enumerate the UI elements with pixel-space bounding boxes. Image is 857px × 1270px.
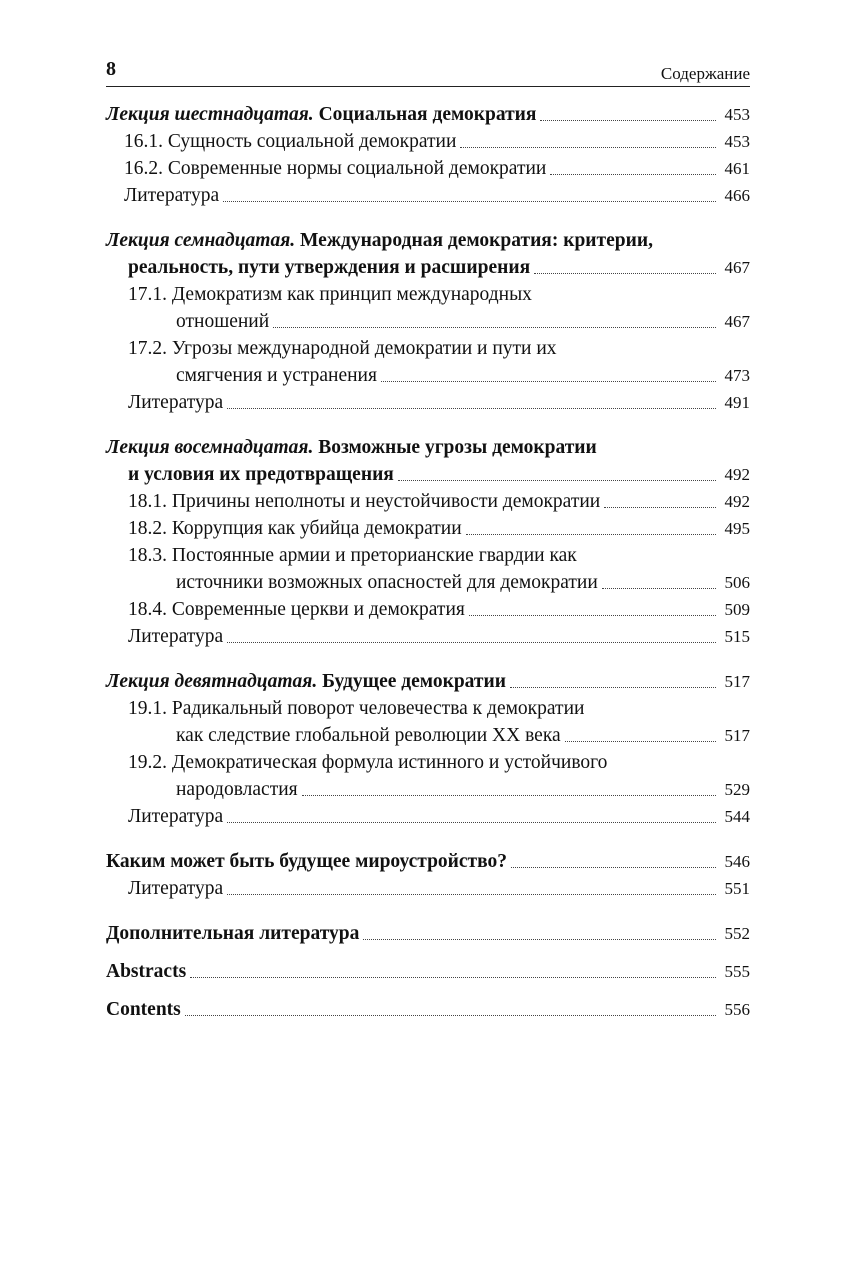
toc-entry-19-1-line1[interactable]: 19.1. Радикальный поворот человечества к демократии [128, 698, 585, 719]
toc-entry-literature-18[interactable]: Литература 515 [106, 623, 750, 650]
page-ref: 509 [724, 600, 750, 619]
toc-entry-18-3[interactable]: источники возможных опасностей для демократии 506 [106, 569, 750, 596]
toc-entry-literature-conclusion[interactable]: Литература 551 [106, 875, 750, 902]
dot-leader [227, 893, 716, 895]
dot-leader [511, 866, 716, 868]
toc-entry-16-2[interactable]: 16.2. Современные нормы социальной демократии 461 [106, 155, 750, 182]
table-of-contents [106, 101, 750, 1023]
dot-leader [227, 407, 716, 409]
dot-leader [460, 146, 716, 148]
dot-leader [185, 1014, 716, 1016]
dot-leader [302, 794, 716, 796]
page-ref: 555 [724, 962, 750, 981]
toc-entry-18-3-line1[interactable]: 18.3. Постоянные армии и преторианские гвардии как [128, 545, 577, 566]
page-ref: 506 [724, 573, 750, 592]
dot-leader [227, 821, 716, 823]
toc-entry-future-world-order[interactable]: Каким может быть будущее мироустройство? 546 [106, 848, 750, 875]
dot-leader [398, 479, 716, 481]
dot-leader [565, 740, 716, 742]
page-ref: 491 [724, 393, 750, 412]
dot-leader [466, 533, 716, 535]
toc-entry-abstracts[interactable]: Abstracts 555 [106, 958, 750, 985]
dot-leader [550, 173, 716, 175]
page-ref: 544 [724, 807, 750, 826]
toc-entry-17-2-line1[interactable]: 17.2. Угрозы международной демократии и пути их [128, 338, 557, 359]
dot-leader [363, 938, 716, 940]
toc-entry-lecture-18[interactable]: и условия их предотвращения 492 [106, 461, 750, 488]
page-ref: 492 [724, 492, 750, 511]
dot-leader [540, 119, 716, 121]
toc-entry-lecture-16[interactable]: Лекция шестнадцатая. Социальная демократия 453 [106, 101, 750, 128]
dot-leader [273, 326, 716, 328]
toc-entry-lecture-17-line1[interactable]: Лекция семнадцатая. Международная демократия: критерии, [106, 230, 653, 251]
dot-leader [602, 587, 716, 589]
dot-leader [381, 380, 716, 382]
toc-entry-16-1[interactable]: 16.1. Сущность социальной демократии 453 [106, 128, 750, 155]
toc-entry-lecture-19[interactable]: Лекция девятнадцатая. Будущее демократии 517 [106, 668, 750, 695]
page-ref: 515 [724, 627, 750, 646]
toc-entry-literature-17[interactable]: Литература 491 [106, 389, 750, 416]
toc-entry-literature-19[interactable]: Литература 544 [106, 803, 750, 830]
dot-leader [227, 641, 716, 643]
dot-leader [604, 506, 716, 508]
toc-entry-19-2-line1[interactable]: 19.2. Демократическая формула истинного и устойчивого [128, 752, 608, 773]
toc-entry-18-4[interactable]: 18.4. Современные церкви и демократия 509 [106, 596, 750, 623]
page-ref: 517 [724, 672, 750, 691]
page-header [106, 58, 750, 87]
toc-entry-17-1-line1[interactable]: 17.1. Демократизм как принцип международных [128, 284, 532, 305]
toc-entry-additional-literature[interactable]: Дополнительная литература 552 [106, 920, 750, 947]
page-ref: 453 [724, 105, 750, 124]
page-ref: 551 [724, 879, 750, 898]
toc-entry-literature-16[interactable]: Литература 466 [106, 182, 750, 209]
page-ref: 467 [724, 312, 750, 331]
toc-entry-17-2[interactable]: смягчения и устранения 473 [106, 362, 750, 389]
toc-entry-lecture-18-line1[interactable]: Лекция восемнадцатая. Возможные угрозы демократии [106, 437, 597, 458]
page-ref: 492 [724, 465, 750, 484]
toc-page [106, 58, 750, 1023]
dot-leader [190, 976, 716, 978]
page-ref: 473 [724, 366, 750, 385]
running-title: Содержание [660, 64, 750, 83]
page-ref: 529 [724, 780, 750, 799]
toc-entry-17-1[interactable]: отношений 467 [106, 308, 750, 335]
dot-leader [223, 200, 716, 202]
page-ref: 466 [724, 186, 750, 205]
toc-entry-18-1[interactable]: 18.1. Причины неполноты и неустойчивости демократии 492 [106, 488, 750, 515]
page-ref: 453 [724, 132, 750, 151]
page-ref: 461 [724, 159, 750, 178]
page-ref: 556 [724, 1000, 750, 1019]
toc-entry-18-2[interactable]: 18.2. Коррупция как убийца демократии 495 [106, 515, 750, 542]
toc-entry-19-1[interactable]: как следствие глобальной революции XX века 517 [106, 722, 750, 749]
dot-leader [534, 272, 716, 274]
dot-leader [469, 614, 716, 616]
page-ref: 552 [724, 924, 750, 943]
toc-entry-19-2[interactable]: народовластия 529 [106, 776, 750, 803]
page-ref: 495 [724, 519, 750, 538]
page-ref: 546 [724, 852, 750, 871]
toc-entry-lecture-17[interactable]: реальность, пути утверждения и расширения 467 [106, 254, 750, 281]
dot-leader [510, 686, 716, 688]
page-ref: 467 [724, 258, 750, 277]
page-ref: 517 [724, 726, 750, 745]
page-number: 8 [106, 58, 116, 80]
toc-entry-contents[interactable]: Contents 556 [106, 996, 750, 1023]
